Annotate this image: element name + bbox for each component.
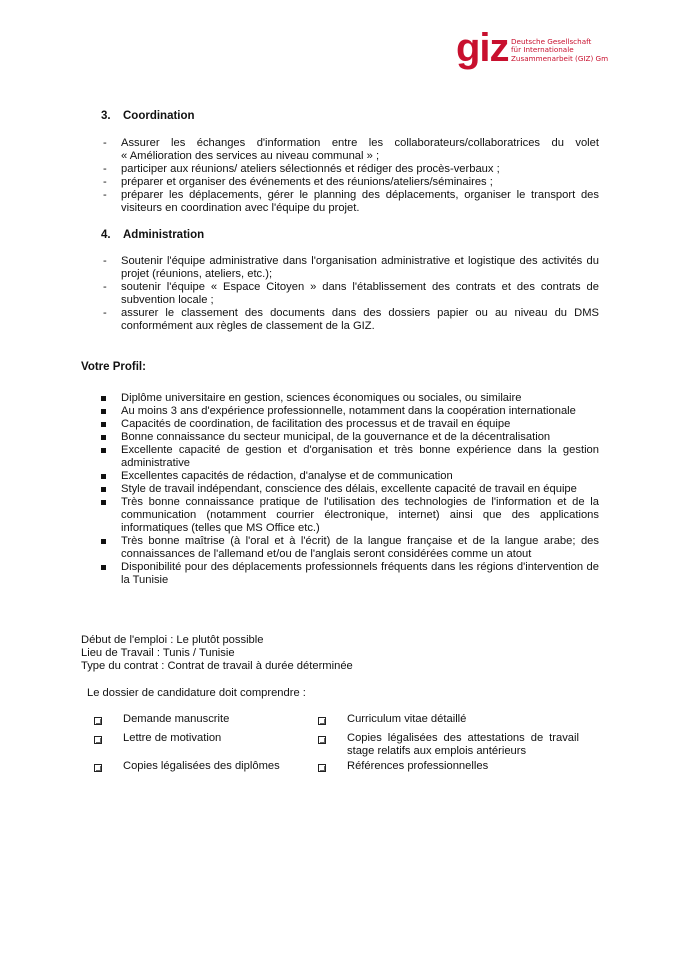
- profile-item-line: Très bonne maîtrise (à l'oral et à l'écrit) de la langue française et de la langue arabe; des: [121, 535, 599, 547]
- bullet-square: [101, 422, 106, 427]
- checkbox-icon: [94, 736, 102, 744]
- profile-item-line: Style de travail indépendant, conscience des délais, excellente capacité de travail en équipe: [121, 483, 577, 495]
- checkbox-icon: [318, 764, 326, 772]
- dossier-item-line: Copies légalisées des attestations de travail: [347, 732, 579, 744]
- profile-item-line: Excellentes capacités de rédaction, d'analyse et de communication: [121, 470, 453, 482]
- profile-item-line: informatiques (telles que MS Office etc.): [121, 522, 320, 534]
- profile-item-line: Au moins 3 ans d'expérience professionnelle, notamment dans la coopération internationale: [121, 405, 576, 417]
- profile-item-line: Excellente capacité de gestion et d'organisation et très bonne expérience dans la gestion: [121, 444, 599, 456]
- dossier-item-line: stage relatifs aux emplois antérieurs: [347, 745, 527, 757]
- profile-item: [121, 561, 599, 587]
- profile-item: [121, 496, 599, 535]
- profile-item: [121, 444, 599, 470]
- section-heading-administration: [101, 229, 204, 242]
- list-item-line: subvention locale ;: [121, 294, 214, 306]
- bullet-square: [101, 409, 106, 414]
- list-item-line: soutenir l'équipe « Espace Citoyen » dans l'établissement des contrats et des contrats de: [121, 281, 599, 293]
- profile-item-line: Capacités de coordination, de facilitation des processus et de travail en équipe: [121, 418, 511, 430]
- bullet-square: [101, 448, 106, 453]
- dossier-item: Références professionnelles: [347, 760, 489, 772]
- bullet-square: [101, 487, 106, 492]
- checkbox-icon: [94, 717, 102, 725]
- contract-type: Type du contrat : Contrat de travail à durée déterminée: [81, 660, 353, 672]
- logo-text: [511, 38, 608, 63]
- profile-item-line: administrative: [121, 457, 191, 469]
- section-heading-coordination: [101, 110, 195, 123]
- profile-item: [121, 483, 599, 496]
- list-item-line: Soutenir l'équipe administrative dans l'organisation administrative et logistique des activités du: [121, 255, 599, 267]
- start-date: Début de l'emploi : Le plutôt possible: [81, 634, 264, 646]
- profile-item: [121, 470, 599, 483]
- profile-item-line: Bonne connaissance du secteur municipal, de la gouvernance et de la décentralisation: [121, 431, 551, 443]
- dash-marker: -: [103, 137, 107, 149]
- checkbox-icon: [94, 764, 102, 772]
- logo-line: Deutsche Gesellschaft: [511, 37, 592, 46]
- bullet-square: [101, 565, 106, 570]
- list-item: [121, 137, 599, 163]
- dossier-item: Lettre de motivation: [123, 732, 222, 744]
- section-title: Administration: [123, 229, 205, 241]
- dash-marker: -: [103, 176, 107, 188]
- profile-item: [121, 418, 599, 431]
- bullet-square: [101, 474, 106, 479]
- section-title: Coordination: [123, 110, 195, 122]
- list-item-line: « Amélioration des services au niveau communal » ;: [121, 150, 380, 162]
- profile-item-line: connaissances de l'allemand et/ou de l'anglais seront considérées comme un atout: [121, 548, 532, 560]
- dash-marker: -: [103, 281, 107, 293]
- profile-item: [121, 405, 599, 418]
- profile-item: [121, 392, 599, 405]
- profile-item-line: la Tunisie: [121, 574, 169, 586]
- profile-item-line: Diplôme universitaire en gestion, sciences économiques ou sociales, ou similaire: [121, 392, 522, 404]
- dash-marker: -: [103, 189, 107, 201]
- dossier-intro: Le dossier de candidature doit comprendre :: [87, 687, 306, 699]
- bullet-square: [101, 396, 106, 401]
- dossier-item: Demande manuscrite: [123, 713, 230, 725]
- list-item: [121, 281, 599, 307]
- list-item-line: Assurer les échanges d'information entre les collaborateurs/collaboratrices du volet: [121, 137, 599, 149]
- list-item-line: préparer et organiser des événements et des réunions/ateliers/séminaires ;: [121, 176, 493, 188]
- checkbox-icon: [318, 717, 326, 725]
- list-item-line: préparer les déplacements, gérer le planning des déplacements, organiser le transport des: [121, 189, 599, 201]
- dash-marker: -: [103, 163, 107, 175]
- dossier-item: Curriculum vitae détaillé: [347, 713, 467, 725]
- profile-item: [121, 535, 599, 561]
- logo-line: Zusammenarbeit (GIZ) Gm: [511, 53, 609, 63]
- profile-item-line: Disponibilité pour des déplacements professionnels fréquents dans les régions d'intervention de: [121, 561, 599, 573]
- profile-item-line: communication (notamment courrier électronique, internet) ainsi que des applications: [121, 509, 599, 521]
- list-item: [121, 255, 599, 281]
- dossier-item: Copies légalisées des diplômes: [123, 760, 280, 772]
- logo-line: für Internationale: [511, 45, 574, 55]
- bullet-square: [101, 539, 106, 544]
- list-item-line: visiteurs en coordination avec l'équipe du projet.: [121, 202, 360, 214]
- section-number: 3.: [101, 110, 111, 122]
- work-location: Lieu de Travail : Tunis / Tunisie: [81, 647, 235, 659]
- bullet-square: [101, 500, 106, 505]
- giz-logo: [456, 28, 666, 74]
- list-item: [121, 176, 599, 189]
- list-item: [121, 189, 599, 215]
- list-item-line: conformément aux règles de classement de la GIZ.: [121, 320, 375, 332]
- list-item: [121, 163, 599, 176]
- section-number: 4.: [101, 229, 111, 241]
- list-item-line: assurer le classement des documents dans des dossiers papier ou au niveau du DMS: [121, 307, 599, 319]
- list-item-line: projet (réunions, ateliers, etc.);: [121, 268, 273, 280]
- profile-heading: Votre Profil:: [81, 361, 146, 373]
- list-item-line: participer aux réunions/ ateliers sélectionnés et rédiger des procès-verbaux ;: [121, 163, 500, 175]
- checkbox-icon: [318, 736, 326, 744]
- logo-mark: giz: [456, 26, 509, 70]
- profile-item: [121, 431, 599, 444]
- bullet-square: [101, 435, 106, 440]
- dash-marker: -: [103, 255, 107, 267]
- dash-marker: -: [103, 307, 107, 319]
- profile-item-line: Très bonne connaissance pratique de l'utilisation des technologies de l'information et de la: [121, 496, 599, 508]
- dossier-item: [347, 732, 579, 758]
- list-item: [121, 307, 599, 333]
